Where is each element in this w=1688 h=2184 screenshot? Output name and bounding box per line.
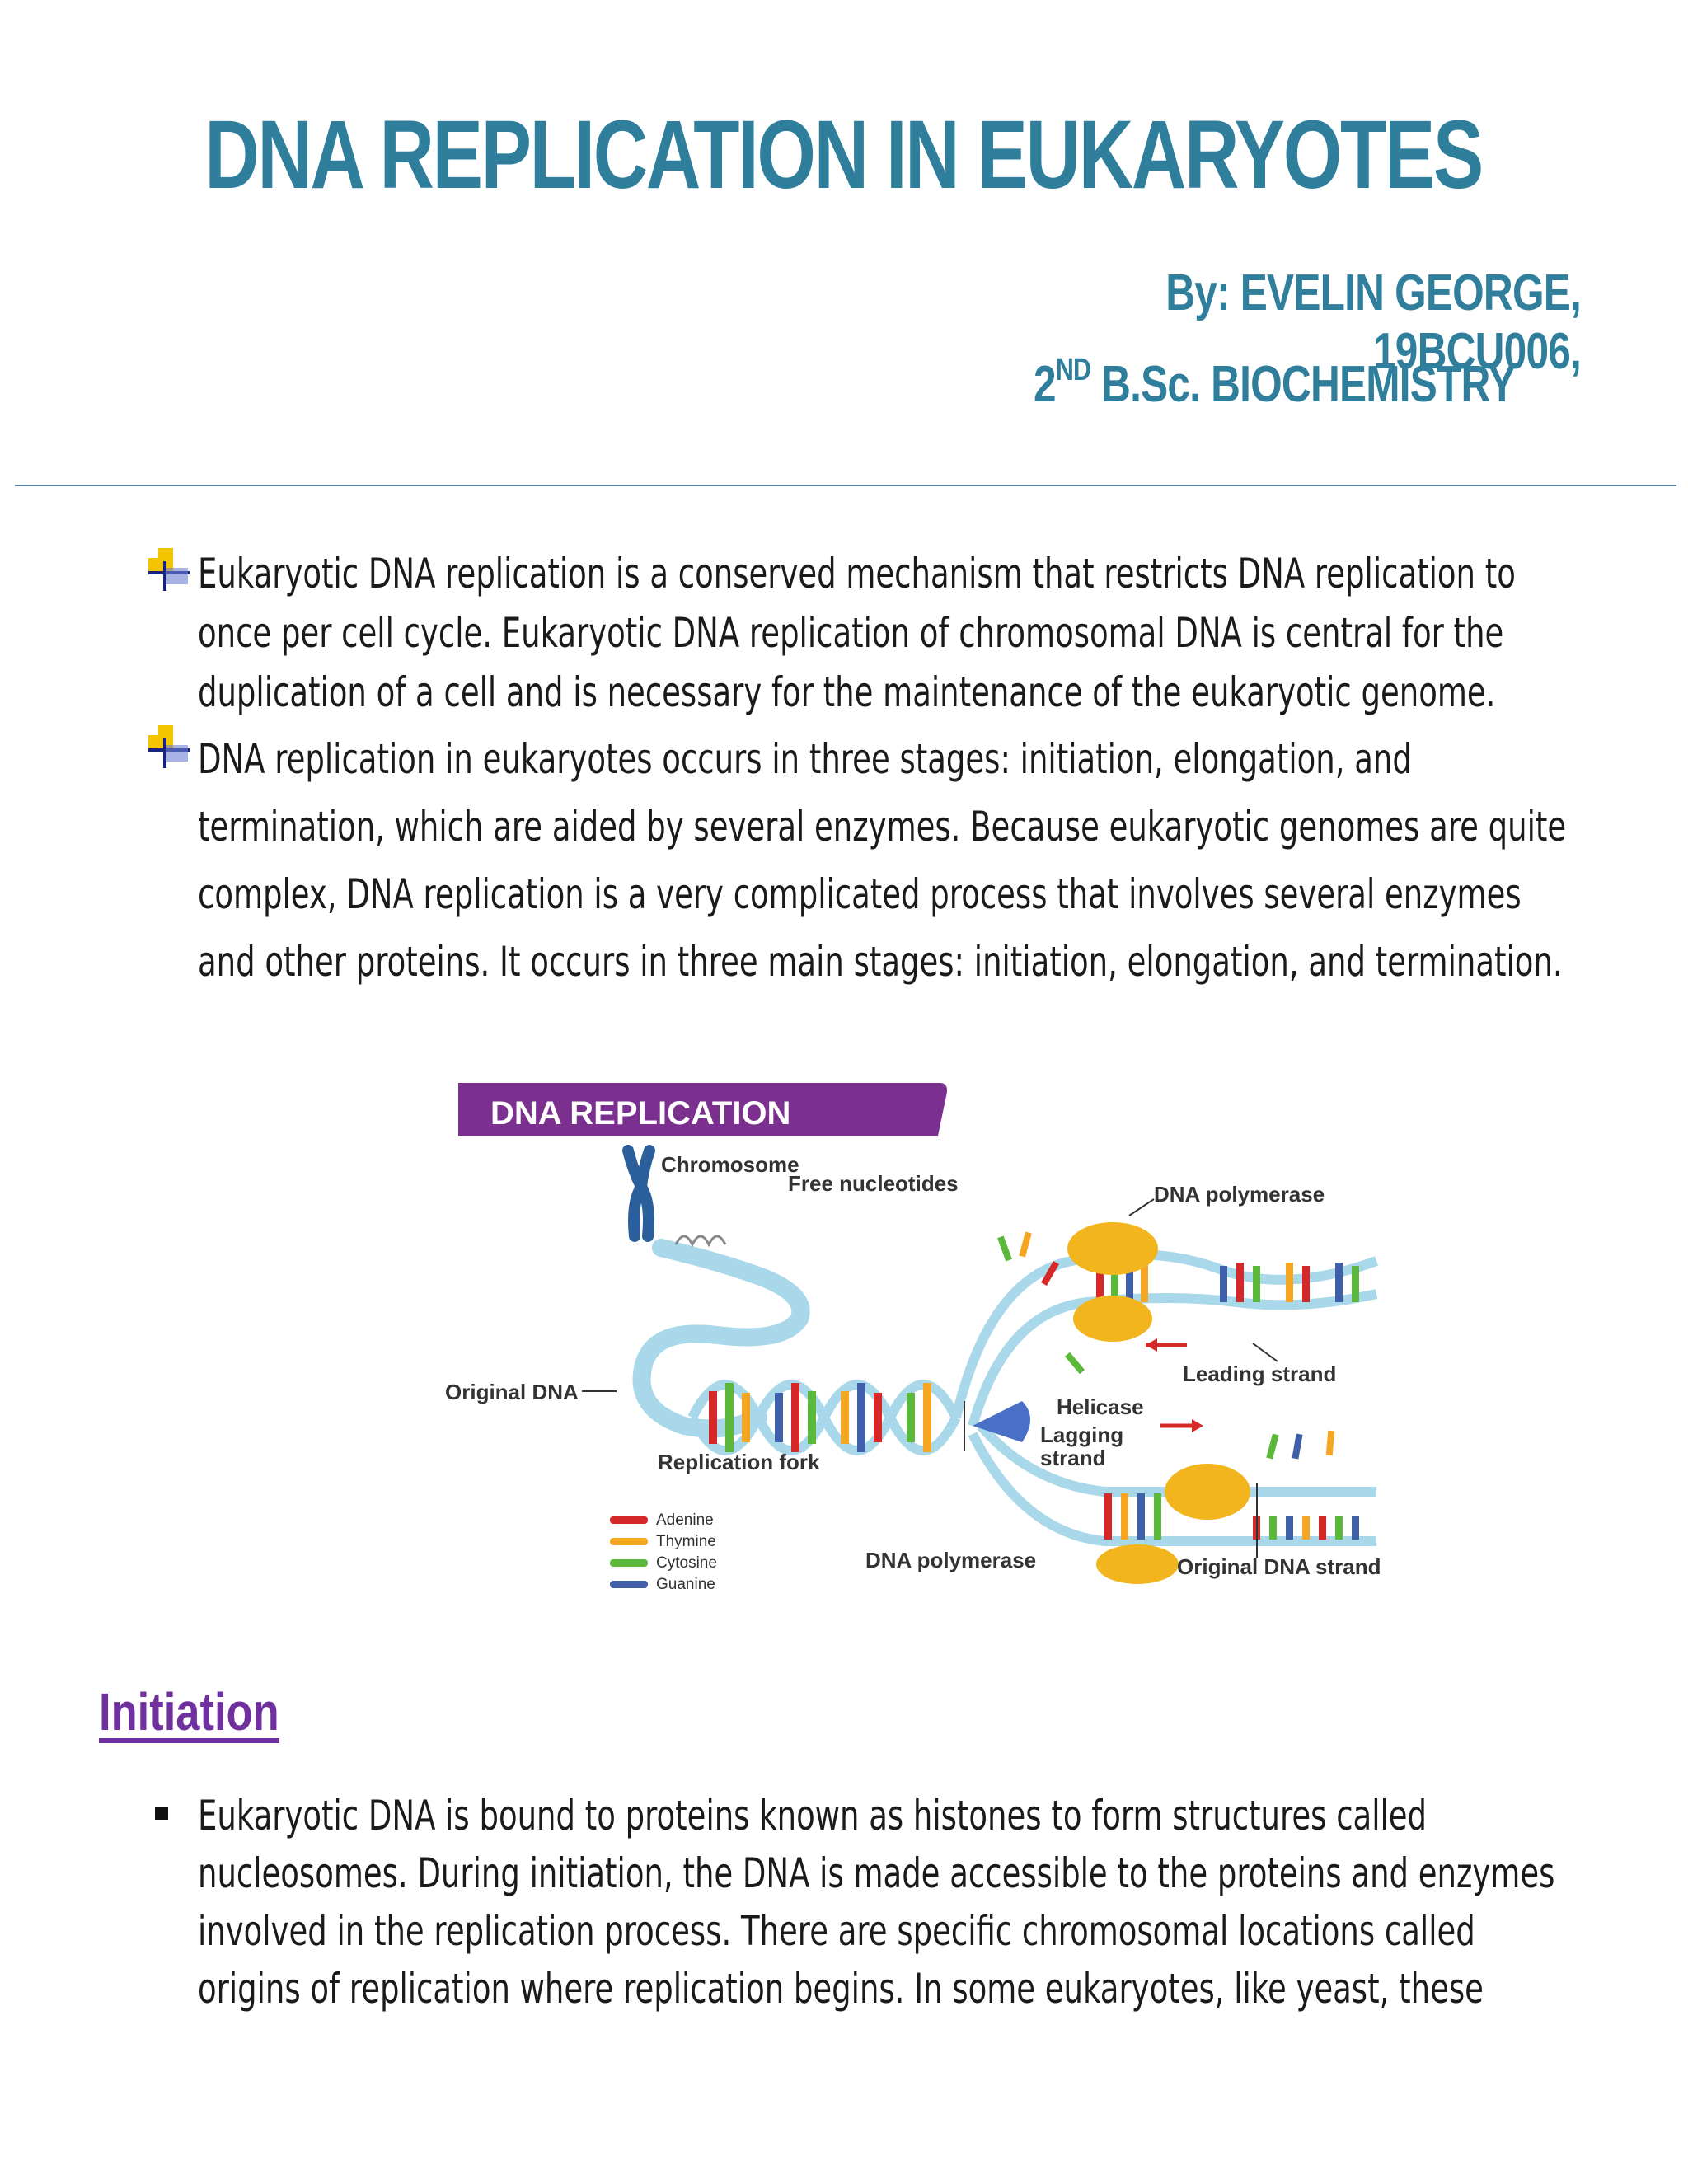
course-line xyxy=(921,353,1515,414)
leading-strand-helix xyxy=(956,1254,1376,1426)
lagging-arrowhead-icon xyxy=(1192,1419,1203,1432)
leader-line xyxy=(1253,1343,1278,1361)
text-line: nucleosomes. During initiation, the DNA is made accessible to the proteins and enzymes xyxy=(198,1849,1555,1897)
text-line: DNA replication in eukaryotes occurs in three stages: initiation, elongation, and xyxy=(198,735,1412,783)
legend-thymine: Thymine xyxy=(656,1533,716,1550)
section-heading-initiation: Initiation xyxy=(99,1682,279,1741)
dna-polymerase-top xyxy=(1067,1222,1158,1275)
coil-icon xyxy=(676,1236,725,1244)
plus-bullet-icon xyxy=(147,725,191,770)
text-line: once per cell cycle. Eukaryotic DNA replication of chromosomal DNA is central for the xyxy=(198,609,1504,657)
text-line: origins of replication where replication begins. In some eukaryotes, like yeast, these xyxy=(198,1965,1484,2013)
dna-replication-diagram xyxy=(445,1071,1385,1615)
legend-guanine: Guanine xyxy=(656,1576,715,1593)
label-original-dna-strand: Original DNA strand xyxy=(1177,1554,1381,1579)
header-divider xyxy=(15,485,1676,486)
label-lagging-1: Lagging xyxy=(1040,1422,1124,1447)
label-original-dna: Original DNA xyxy=(445,1380,579,1404)
label-chromosome: Chromosome xyxy=(661,1152,799,1177)
text-line: Eukaryotic DNA is bound to proteins known as histones to form structures called xyxy=(198,1792,1428,1840)
leading-arrowhead-icon xyxy=(1146,1338,1157,1352)
dna-polymerase-lagging xyxy=(1165,1464,1250,1520)
legend-adenine: Adenine xyxy=(656,1511,714,1529)
label-free-nucleotides: Free nucleotides xyxy=(788,1171,959,1196)
dna-polymerase-bottom xyxy=(1096,1544,1179,1584)
banner-title: DNA REPLICATION xyxy=(490,1095,791,1132)
base-legend xyxy=(610,1511,717,1593)
legend-cytosine: Cytosine xyxy=(656,1554,717,1572)
square-bullet-icon xyxy=(155,1807,168,1820)
course-name: B.Sc. BIOCHEMISTRY xyxy=(1090,356,1515,413)
chromosome-icon xyxy=(628,1151,649,1236)
legend-swatch-thymine xyxy=(610,1538,648,1545)
label-dna-polymerase-top: DNA polymerase xyxy=(1154,1182,1325,1207)
text-line: and other proteins. It occurs in three main stages: initiation, elongation, and termination. xyxy=(198,938,1563,986)
text-line: Eukaryotic DNA replication is a conserved mechanism that restricts DNA replication to xyxy=(198,550,1516,598)
plus-bullet-icon xyxy=(147,548,191,593)
label-lagging-2: strand xyxy=(1040,1446,1106,1470)
legend-swatch-cytosine xyxy=(610,1559,648,1567)
label-helicase: Helicase xyxy=(1057,1394,1144,1419)
ordinal-suffix: ND xyxy=(1055,353,1091,387)
label-replication-fork: Replication fork xyxy=(658,1450,820,1474)
label-leading-strand: Leading strand xyxy=(1183,1361,1337,1386)
label-dna-polymerase-bottom: DNA polymerase xyxy=(865,1548,1037,1572)
dna-polymerase-top-lower xyxy=(1073,1296,1152,1342)
leader-line xyxy=(1129,1199,1154,1216)
course-number: 2 xyxy=(1034,356,1056,413)
initiation-paragraph xyxy=(198,1787,1555,2018)
text-line: complex, DNA replication is a very complicated process that involves several enzymes xyxy=(198,870,1522,918)
author-line: By: EVELIN GEORGE, 19BCU006, xyxy=(1165,265,1581,380)
legend-swatch-adenine xyxy=(610,1516,648,1524)
intro-paragraph-2 xyxy=(198,725,1567,996)
text-line: termination, which are aided by several enzymes. Because eukaryotic genomes are quite xyxy=(198,803,1567,851)
original-dna-helix xyxy=(692,1383,956,1452)
text-line: involved in the replication process. There are specific chromosomal locations called xyxy=(198,1907,1475,1955)
legend-swatch-guanine xyxy=(610,1581,648,1588)
intro-paragraph-1 xyxy=(198,544,1516,722)
text-line: duplication of a cell and is necessary for the maintenance of the eukaryotic genome. xyxy=(198,668,1496,716)
page-title: DNA REPLICATION IN EUKARYOTES xyxy=(204,101,1482,209)
